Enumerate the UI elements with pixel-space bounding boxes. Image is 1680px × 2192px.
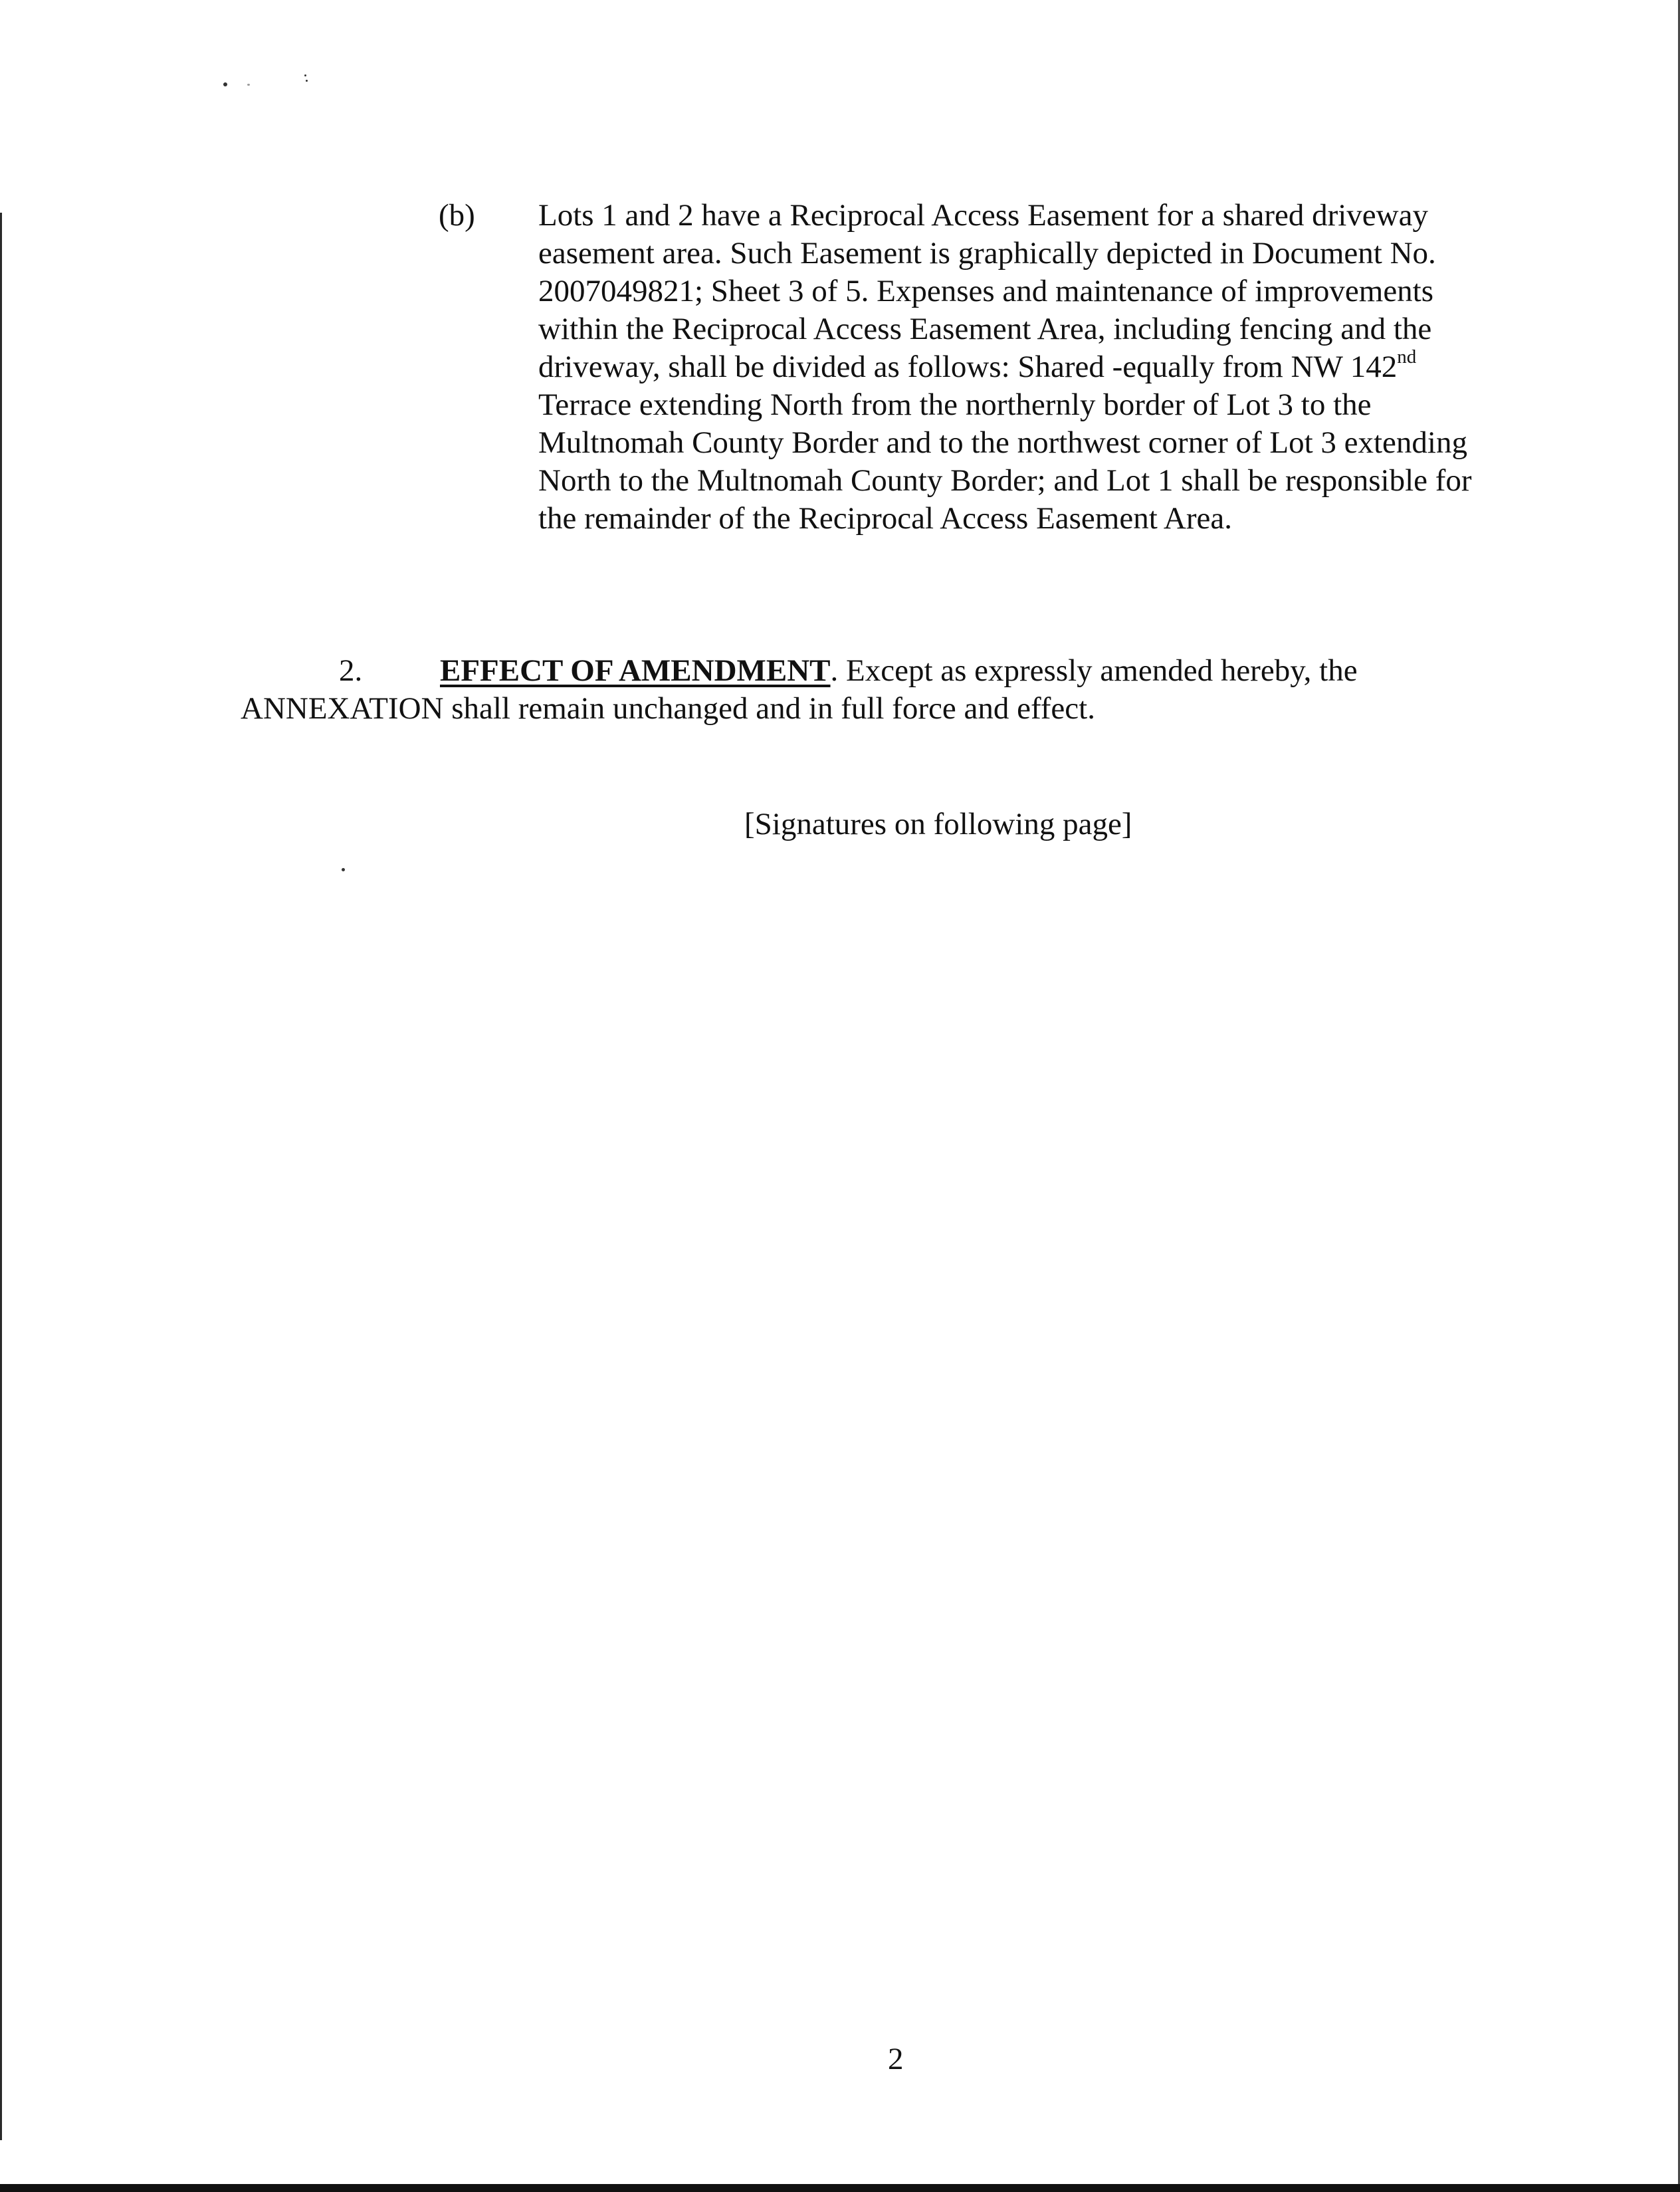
scan-speck <box>342 868 345 871</box>
scan-speck <box>304 74 306 76</box>
section-2-first-line <box>440 652 1358 690</box>
section-2-number: 2. <box>339 653 363 688</box>
signature-note: [Signatures on following page] <box>744 807 1132 841</box>
paragraph-b-line-with-superscript <box>538 348 1548 386</box>
scan-speck <box>247 84 250 86</box>
scan-edge-bottom <box>0 2184 1680 2192</box>
scan-edge-left <box>0 213 2 2140</box>
paragraph-b-line: easement area. Such Easement is graphically depicted in Document No. <box>538 236 1436 271</box>
section-2-first-line-text: . Except as expressly amended hereby, the <box>830 653 1358 688</box>
scan-speck <box>223 82 227 86</box>
paragraph-b-line: Lots 1 and 2 have a Reciprocal Access Easement for a shared driveway <box>538 198 1428 233</box>
section-2-heading: EFFECT OF AMENDMENT <box>440 653 831 688</box>
paragraph-b-line-text: driveway, shall be divided as follows: Shared -equally from NW 142 <box>538 350 1398 384</box>
paragraph-b-label: (b) <box>439 198 475 233</box>
paragraph-b-line: within the Reciprocal Access Easement Area, including fencing and the <box>538 312 1432 346</box>
page-number: 2 <box>888 2042 904 2076</box>
paragraph-b-body <box>538 197 1548 538</box>
paragraph-b-line: North to the Multnomah County Border; and Lot 1 shall be responsible for <box>538 463 1472 498</box>
scan-speck <box>306 80 308 82</box>
ordinal-superscript: nd <box>1397 346 1417 368</box>
paragraph-b-line: 2007049821; Sheet 3 of 5. Expenses and maintenance of improvements <box>538 274 1434 308</box>
paragraph-b-line: the remainder of the Reciprocal Access Easement Area. <box>538 501 1232 536</box>
paragraph-b-line: Multnomah County Border and to the northwest corner of Lot 3 extending <box>538 425 1467 460</box>
paragraph-b-line: Terrace extending North from the northernly border of Lot 3 to the <box>538 387 1372 422</box>
section-2-second-line: ANNEXATION shall remain unchanged and in full force and effect. <box>241 691 1095 726</box>
